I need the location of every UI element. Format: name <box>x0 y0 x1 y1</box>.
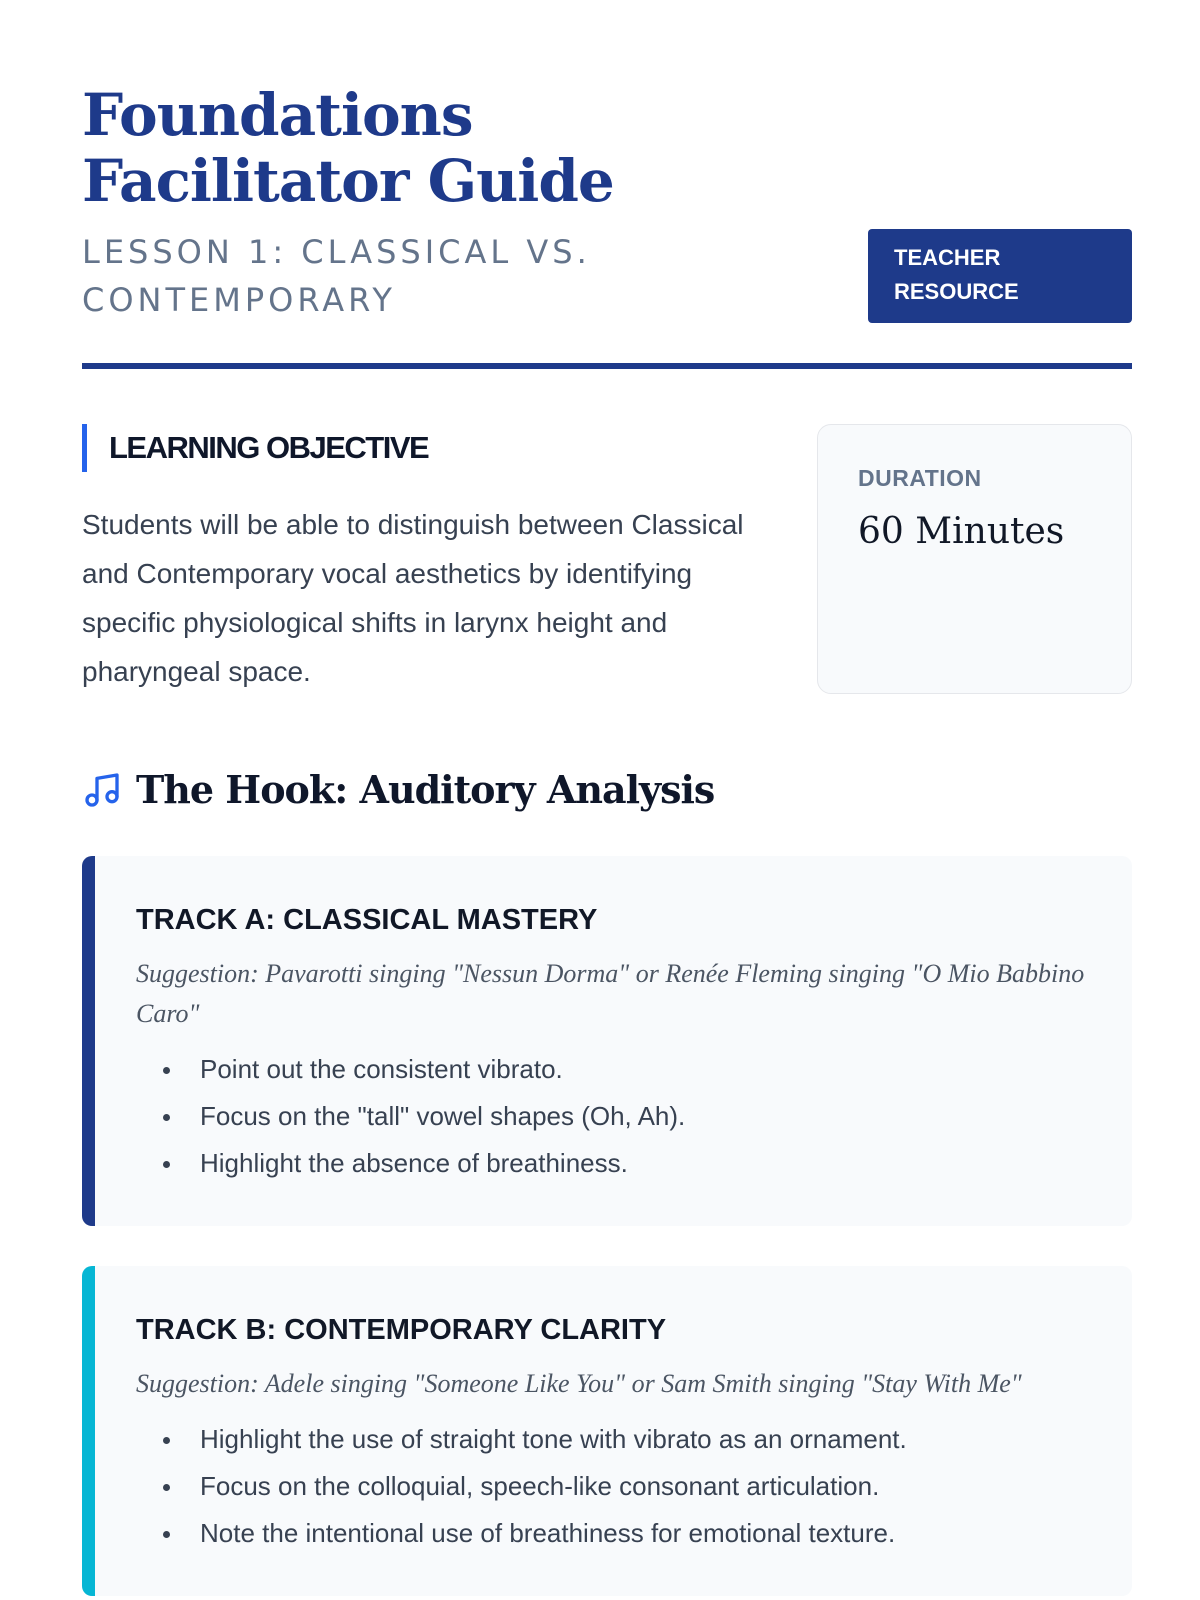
music-note-icon <box>82 770 122 810</box>
track-points-list <box>136 1416 1092 1557</box>
list-item: Highlight the use of straight tone with vibrato as an ornament. <box>136 1416 1092 1463</box>
list-item: Point out the consistent vibrato. <box>136 1046 1092 1093</box>
list-item: Focus on the "tall" vowel shapes (Oh, Ah). <box>136 1093 1092 1140</box>
header-divider <box>82 363 1132 369</box>
track-title: TRACK A: CLASSICAL MASTERY <box>136 904 598 936</box>
list-item: Highlight the absence of breathiness. <box>136 1140 1092 1187</box>
track-suggestion: Suggestion: Pavarotti singing "Nessun Dorma" or Renée Fleming singing "O Mio Babbino Caro" <box>136 959 1085 1028</box>
hook-section-header <box>82 762 714 818</box>
track-suggestion: Suggestion: Adele singing "Someone Like You" or Sam Smith singing "Stay With Me" <box>136 1369 1022 1398</box>
track-title: TRACK B: CONTEMPORARY CLARITY <box>136 1314 667 1346</box>
duration-value: 60 Minutes <box>858 511 1065 552</box>
list-item: Note the intentional use of breathiness for emotional texture. <box>136 1510 1092 1557</box>
teacher-resource-badge: TEACHER RESOURCE <box>868 229 1132 323</box>
duration-label: DURATION <box>858 465 982 491</box>
duration-card <box>817 424 1132 694</box>
list-item: Focus on the colloquial, speech-like consonant articulation. <box>136 1463 1092 1510</box>
track-b-card <box>82 1266 1132 1596</box>
hook-title: The Hook: Auditory Analysis <box>136 767 715 812</box>
track-a-card <box>82 856 1132 1226</box>
lesson-subtitle: LESSON 1: CLASSICAL VS. CONTEMPORARY <box>82 233 591 319</box>
learning-objective-text: Students will be able to distinguish between Classical and Contemporary vocal aesthetics by identifying specific physiological shifts in larynx height and pharyngeal space. <box>82 509 744 687</box>
page-title: Foundations Facilitator Guide <box>82 81 614 215</box>
learning-objective-heading: LEARNING OBJECTIVE <box>82 424 428 472</box>
track-points-list <box>136 1046 1092 1187</box>
